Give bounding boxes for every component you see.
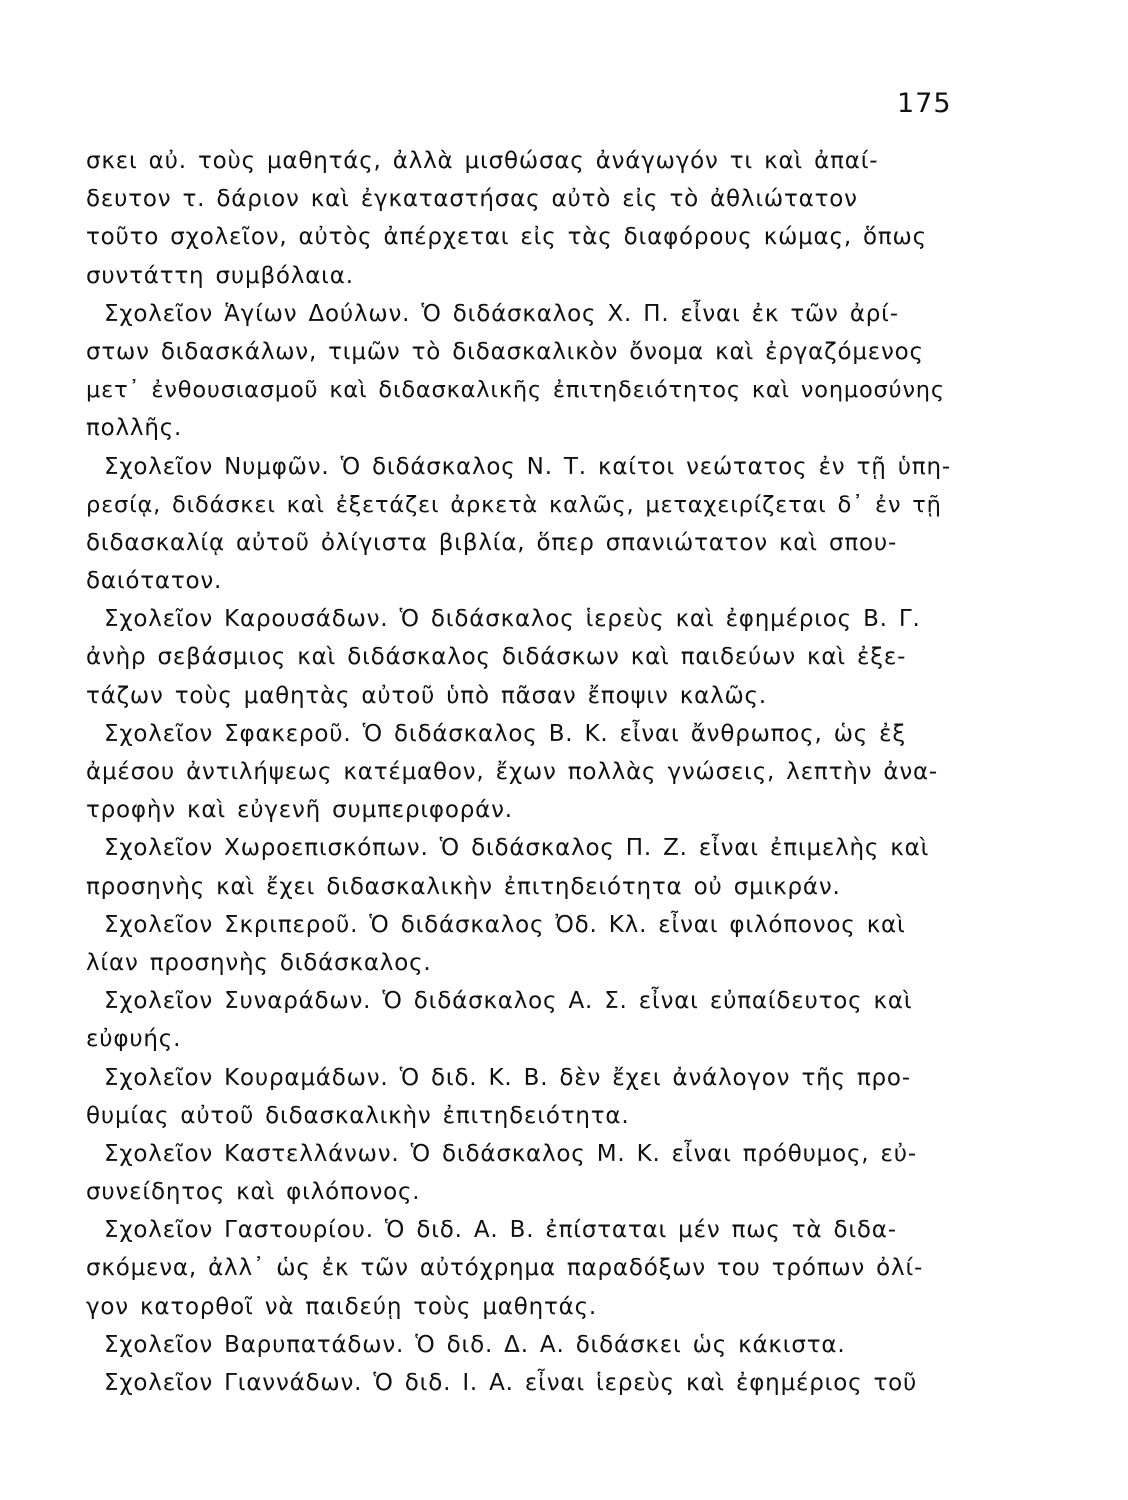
text-line: προσηνὴς καὶ ἔχει διδασκαλικὴν ἐπιτηδειότητα οὐ σμικράν. — [86, 873, 841, 900]
text-line: τροφὴν καὶ εὐγενῆ συμπεριφοράν. — [86, 797, 513, 824]
text-line: Σχολεῖον Νυμφῶν. Ὁ διδάσκαλος Ν. Τ. καίτοι νεώτατος ἐν τῇ ὑπη- — [104, 453, 951, 480]
text-line: σκει αὐ. τοὺς μαθητάς, ἀλλὰ μισθώσας ἀνάγωγόν τι καὶ ἀπαί- — [86, 148, 879, 174]
text-line: Σχολεῖον Βαρυπατάδων. Ὁ διδ. Δ. Α. διδάσκει ὡς κάκιστα. — [104, 1331, 846, 1358]
text-line: δευτον τ. δάριον καὶ ἐγκαταστήσας αὐτὸ εἰς τὸ ἀθλιώτατον — [86, 186, 858, 213]
text-line: συνείδητος καὶ φιλόπονος. — [86, 1179, 421, 1206]
text-line: στων διδασκάλων, τιμῶν τὸ διδασκαλικὸν ὄνομα καὶ ἐργαζόμενος — [86, 338, 924, 365]
text-line: Σχολεῖον Καστελλάνων. Ὁ διδάσκαλος Μ. Κ. εἶναι πρόθυμος, εὐ- — [104, 1140, 917, 1167]
text-line: γον κατορθοῖ νὰ παιδεύῃ τοὺς μαθητάς. — [86, 1293, 598, 1320]
text-line: συντάττη συμβόλαια. — [86, 262, 354, 289]
text-line: πολλῆς. — [86, 415, 183, 442]
text-line: ἀνὴρ σεβάσμιος καὶ διδάσκαλος διδάσκων καὶ παιδεύων καὶ ἐξε- — [86, 644, 907, 671]
text-line: Σχολεῖον Σφακεροῦ. Ὁ διδάσκαλος Β. Κ. εἶναι ἄνθρωπος, ὡς ἐξ — [104, 720, 907, 747]
text-line: Σχολεῖον Χωροεπισκόπων. Ὁ διδάσκαλος Π. Ζ. εἶναι ἐπιμελὴς καὶ — [104, 835, 930, 862]
text-line: ρεσίᾳ, διδάσκει καὶ ἐξετάζει ἀρκετὰ καλῶς, μεταχειρίζεται δ᾽ ἐν τῇ — [86, 491, 942, 518]
text-line: Σχολεῖον Γαστουρίου. Ὁ διδ. Α. Β. ἐπίσταται μέν πως τὰ διδα- — [104, 1217, 897, 1244]
text-line: Σχολεῖον Ἁγίων Δούλων. Ὁ διδάσκαλος Χ. Π. εἶναι ἐκ τῶν ἀρί- — [104, 300, 899, 327]
text-line: Σχολεῖον Καρουσάδων. Ὁ διδάσκαλος ἱερεὺς καὶ ἐφημέριος Β. Γ. — [104, 606, 921, 633]
text-line: Σχολεῖον Σκριπεροῦ. Ὁ διδάσκαλος Ὀδ. Κλ. εἶναι φιλόπονος καὶ — [104, 911, 906, 938]
text-line: δαιότατον. — [86, 568, 223, 595]
text-line: τάζων τοὺς μαθητὰς αὐτοῦ ὑπὸ πᾶσαν ἔποψιν καλῶς. — [86, 682, 767, 709]
text-line: τοῦτο σχολεῖον, αὐτὸς ἀπέρχεται εἰς τὰς διαφόρους κώμας, ὅπως — [86, 224, 927, 251]
text-line: διδασκαλίᾳ αὐτοῦ ὀλίγιστα βιβλία, ὅπερ σπανιώτατον καὶ σπου- — [86, 529, 898, 556]
text-line: Σχολεῖον Κουραμάδων. Ὁ διδ. Κ. Β. δὲν ἔχει ἀνάλογον τῆς προ- — [104, 1064, 911, 1091]
text-line: σκόμενα, ἀλλ᾽ ὡς ἐκ τῶν αὐτόχρημα παραδόξων του τρόπων ὀλί- — [86, 1255, 924, 1282]
text-line: εὐφυής. — [86, 1026, 182, 1053]
body-text — [86, 142, 958, 1402]
text-line: Σχολεῖον Συναράδων. Ὁ διδάσκαλος Α. Σ. εἶναι εὐπαίδευτος καὶ — [104, 988, 913, 1015]
page-number: 175 — [897, 88, 952, 119]
text-line: Σχολεῖον Γιαννάδων. Ὁ διδ. Ι. Α. εἶναι ἱερεὺς καὶ ἐφημέριος τοῦ — [104, 1370, 918, 1396]
text-line: λίαν προσηνὴς διδάσκαλος. — [86, 949, 432, 976]
text-line: θυμίας αὐτοῦ διδασκαλικὴν ἐπιτηδειότητα. — [86, 1102, 630, 1129]
text-line: μετ᾽ ἐνθουσιασμοῦ καὶ διδασκαλικῆς ἐπιτηδειότητος καὶ νοημοσύνης — [86, 377, 945, 404]
text-line: ἀμέσου ἀντιλήψεως κατέμαθον, ἔχων πολλὰς γνώσεις, λεπτὴν ἀνα- — [86, 759, 939, 785]
